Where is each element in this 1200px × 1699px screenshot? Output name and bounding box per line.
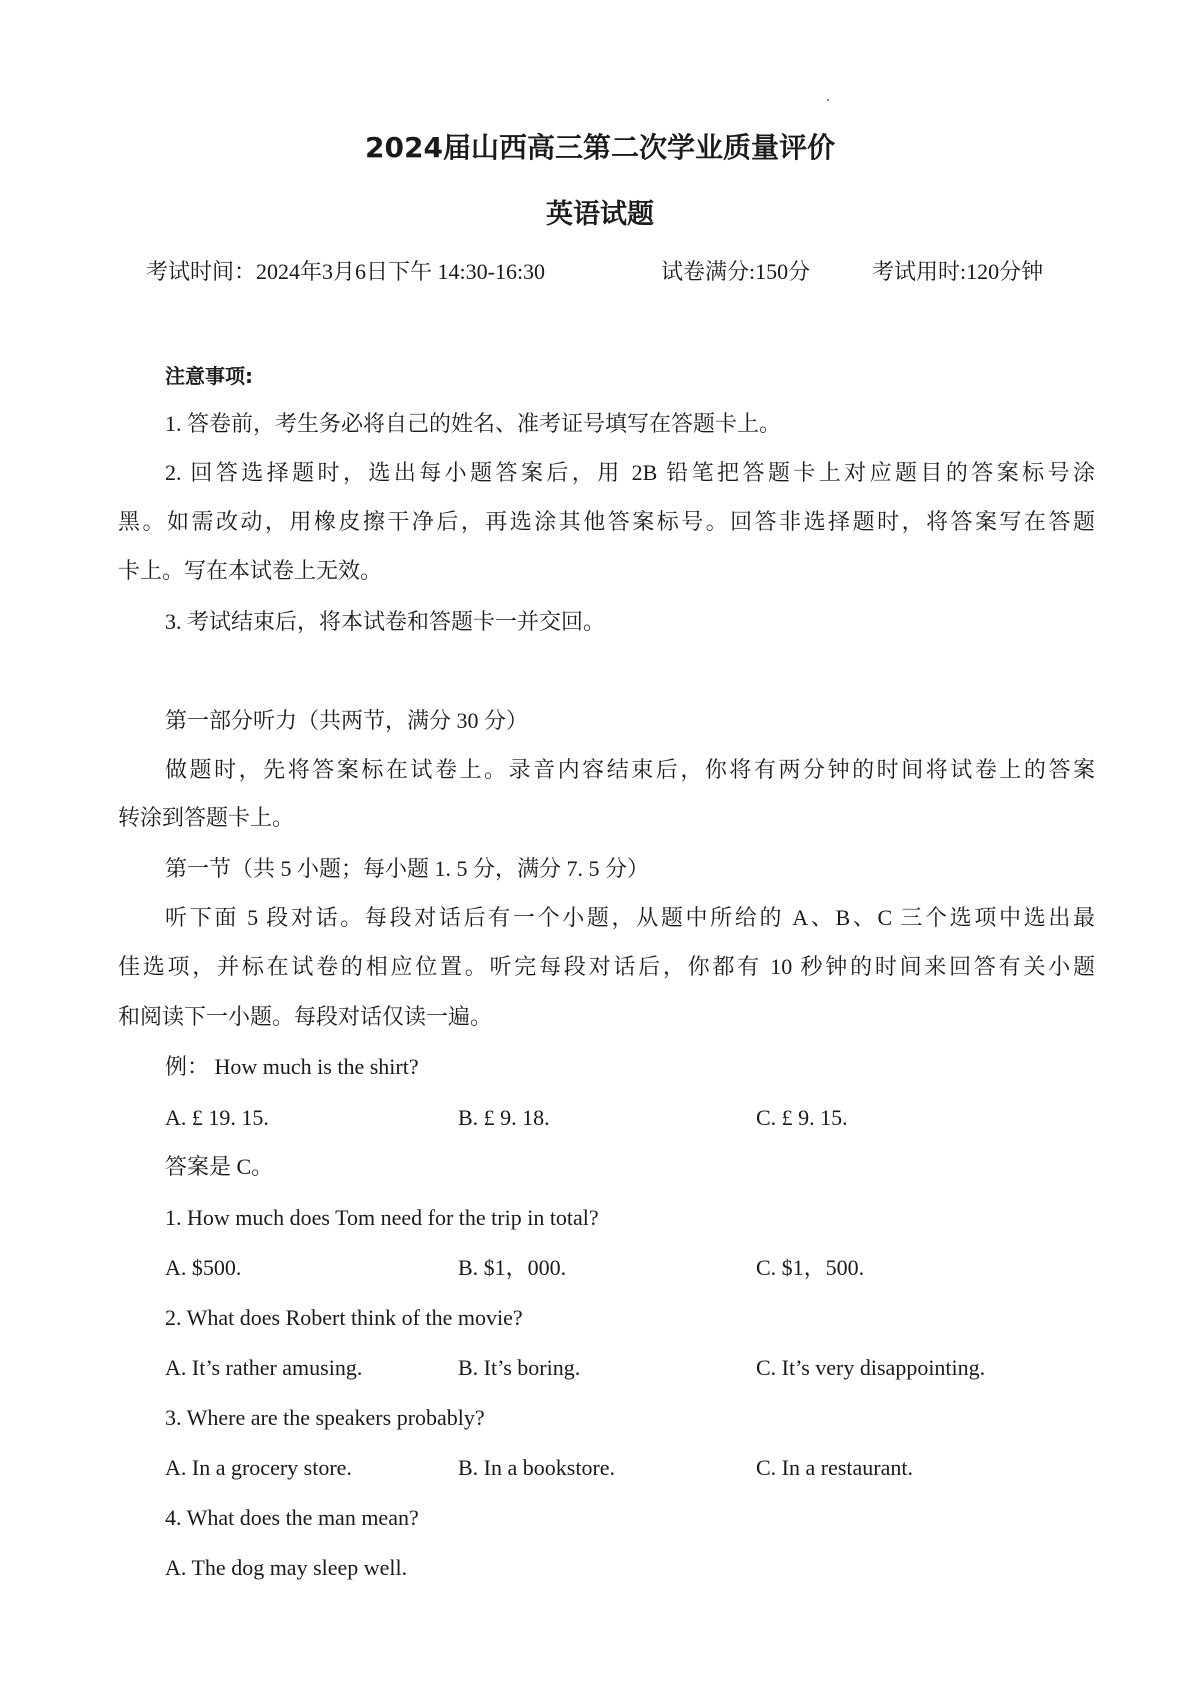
question-4-option-a: A. The dog may sleep well. — [165, 1555, 408, 1580]
page-subtitle: 英语试题 — [546, 199, 654, 230]
question-2-option-b: B. It’s boring. — [458, 1355, 581, 1380]
section1-instruction-line-2: 佳选项，并标在试卷的相应位置。听完每段对话后，你都有 10 秒钟的时间来回答有关小题 — [118, 954, 1095, 979]
part1-instruction-line-2: 转涂到答题卡上。 — [118, 805, 295, 830]
section1-instruction-line-1: 听下面 5 段对话。每段对话后有一个小题，从题中所给的 A、B、C 三个选项中选出最 — [165, 905, 1095, 930]
section1-heading: 第一节（共 5 小题；每小题 1. 5 分，满分 7. 5 分） — [165, 856, 650, 881]
notice-item-3: 3. 考试结束后，将本试卷和答题卡一并交回。 — [165, 609, 606, 634]
example-answer: 答案是 C。 — [165, 1154, 274, 1179]
question-1-option-a: A. $500. — [165, 1255, 242, 1280]
notice-item-2-line-2: 黑。如需改动，用橡皮擦干净后，再选涂其他答案标号。回答非选择题时，将答案写在答题 — [118, 509, 1095, 534]
question-1-option-b: B. $1，000. — [458, 1255, 567, 1280]
full-score: 试卷满分:150分 — [661, 259, 811, 284]
exam-duration: 考试用时:120分钟 — [872, 259, 1044, 284]
scan-dot — [827, 99, 829, 101]
question-3: 3. Where are the speakers probably? — [165, 1405, 485, 1430]
notice-item-2-line-3: 卡上。写在本试卷上无效。 — [118, 558, 383, 583]
question-2-option-a: A. It’s rather amusing. — [165, 1355, 363, 1380]
question-3-option-c: C. In a restaurant. — [756, 1455, 913, 1480]
page-title: 2024届山西高三第二次学业质量评价 — [365, 131, 835, 164]
part1-heading: 第一部分听力（共两节，满分 30 分） — [165, 708, 529, 733]
question-3-option-a: A. In a grocery store. — [165, 1455, 352, 1480]
exam-time: 考试时间：2024年3月6日下午 14:30-16:30 — [146, 259, 546, 284]
notice-item-1: 1. 答卷前，考生务必将自己的姓名、准考证号填写在答题卡上。 — [165, 411, 782, 436]
question-2-option-c: C. It’s very disappointing. — [756, 1355, 986, 1380]
part1-instruction-line-1: 做题时，先将答案标在试卷上。录音内容结束后，你将有两分钟的时间将试卷上的答案 — [165, 757, 1095, 782]
example-option-b: B. £ 9. 18. — [458, 1105, 550, 1130]
question-1-option-c: C. $1，500. — [756, 1255, 865, 1280]
question-3-option-b: B. In a bookstore. — [458, 1455, 616, 1480]
question-1: 1. How much does Tom need for the trip in total? — [165, 1205, 599, 1230]
example-option-c: C. £ 9. 15. — [756, 1105, 848, 1130]
notice-heading: 注意事项: — [165, 364, 253, 388]
example-option-a: A. £ 19. 15. — [165, 1105, 269, 1130]
section1-instruction-line-3: 和阅读下一小题。每段对话仅读一遍。 — [118, 1004, 493, 1029]
example-question: 例： How much is the shirt? — [165, 1054, 419, 1079]
question-2: 2. What does Robert think of the movie? — [165, 1305, 523, 1330]
notice-item-2-line-1: 2. 回答选择题时，选出每小题答案后，用 2B 铅笔把答题卡上对应题目的答案标号涂 — [165, 460, 1095, 485]
question-4: 4. What does the man mean? — [165, 1505, 419, 1530]
